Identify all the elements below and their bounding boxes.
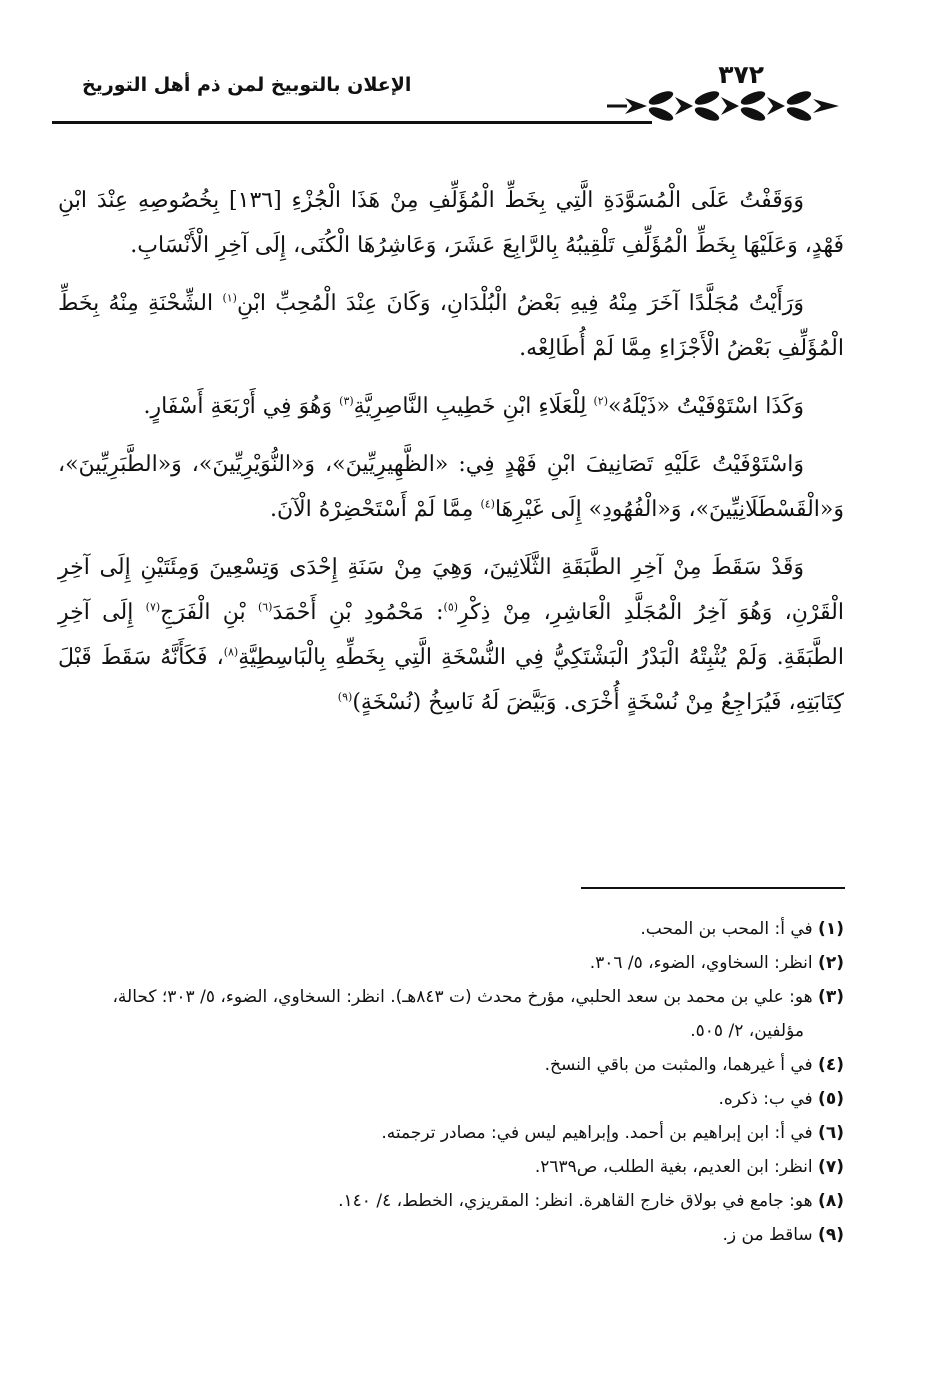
main-text xyxy=(58,178,844,725)
footnote-ref: (٥) xyxy=(443,600,459,614)
paragraph-1: وَوَقَفْتُ عَلَى الْمُسَوَّدَةِ الَّتِي بِخَطِّ الْمُؤَلِّفِ مِنْ هَذَا الْجُزْءِ [١٣٦] بِخُصُوصِهِ عِنْدَ ابْنِ فَهْدٍ، وَعَلَيْهَا بِخَطِّ الْمُؤَلِّفِ تَلْقِيبُهُ بِالرَّابِعَ عَشَرَ، وَعَاشِرُهَا الْكُنَى، إِلَى آخِرِ الْأَنْسَابِ. xyxy=(58,188,844,258)
footnote-ref: (٤) xyxy=(480,497,495,511)
paragraph-3: وَكَذَا اسْتَوْفَيْتُ «ذَيْلَهُ»$^{(٢)}$ لِلْعَلَاءِ ابْنِ خَطِيبِ النَّاصِرِيَّةِ$^{(٣)}$ وَهُوَ فِي أَرْبَعَةِ أَسْفَارٍ. xyxy=(143,394,804,419)
footnote-7: (٧) انظر: ابن العديم، بغية الطلب، ص٢٦٣٩. xyxy=(534,1157,844,1177)
footnote-ref: (٢) xyxy=(593,394,609,408)
page-number: ٣٧٢ xyxy=(718,60,764,89)
floral-ornament-icon xyxy=(607,86,842,126)
footnote-ref: (٩) xyxy=(337,690,353,704)
footnote-ref: (١) xyxy=(222,291,237,305)
paragraph-2: وَرَأَيْتُ مُجَلَّدًا آخَرَ مِنْهُ فِيهِ بَعْضُ الْبُلْدَانِ، وَكَانَ عِنْدَ الْمُحِبِّ ابْنِ$^{(١)}$ الشِّحْنَةِ مِنْهُ بِخَطِّ الْمُؤَلِّفِ بَعْضُ الْأَجْزَاءِ مِمَّا لَمْ أُطَالِعْه. xyxy=(58,291,844,361)
footnote-5: (٥) في ب: ذكره. xyxy=(718,1089,844,1109)
footnote-3: (٣) هو: علي بن محمد بن سعد الحلبي، مؤرخ محدث (ت ٨٤٣هـ). انظر: السخاوي، الضوء، ٥/ ٣٠٣؛ كحالة، مؤلفين، ٢/ ٥٠٥. xyxy=(112,987,844,1041)
header-rule xyxy=(52,121,652,124)
footnote-1: (١) في أ: المحب بن المحب. xyxy=(640,919,844,939)
page-header xyxy=(52,60,842,130)
footnote-8: (٨) هو: جامع في بولاق خارج القاهرة. انظر: المقريزي، الخطط، ٤/ ١٤٠. xyxy=(338,1191,844,1211)
footnote-4: (٤) في أ غيرهما، والمثبت من باقي النسخ. xyxy=(544,1055,844,1075)
footnotes xyxy=(58,912,844,1252)
paragraph-4: وَاسْتَوْفَيْتُ عَلَيْهِ تَصَانِيفَ ابْنِ فَهْدٍ فِي: «الظَّهِيرِيِّينَ»، وَ«النُّوَيْرِيِّينَ»، وَ«الطَّبَرِيِّينَ»، وَ«الْقَسْطَلَانِيِّينَ»، وَ«الْفُهُودِ» إِلَى غَيْرِهَا$^{(٤)}$ مِمَّا لَمْ أَسْتَحْضِرْهُ الْآنَ. xyxy=(58,452,844,522)
paragraph-5: وَقَدْ سَقَطَ مِنْ آخِرِ الطَّبَقَةِ الثَّلَاثِينَ، وَهِيَ مِنْ سَنَةِ إِحْدَى وَتِسْعِينَ وَمِئَتَيْنِ إِلَى آخِرِ الْقَرْنِ، وَهُوَ آخِرُ الْمُجَلَّدِ الْعَاشِرِ، مِنْ ذِكْرِ$^{(٥)}$: مَحْمُودِ بْنِ أَحْمَدَ$^{(٦)}$ بْنِ الْفَرَجِ$^{(٧)}$ إِلَى آخِرِ الطَّبَقَةِ. وَلَمْ يُثْبِتْهُ الْبَدْرُ الْبَشْتَكِيُّ فِي النُّسْخَةِ الَّتِي بِخَطِّهِ بِالْبَاسِطِيَّةِ$^{(٨)}$، فَكَأَنَّهُ سَقَطَ قَبْلَ كِتَابَتِهِ، فَيُرَاجِعُ مِنْ نُسْخَةٍ أُخْرَى. وَبَيَّضَ لَهُ نَاسِخُ (نُسْخَةٍ)$^{(٩)}$ xyxy=(58,555,844,715)
running-title: الإعلان بالتوبيخ لمن ذم أهل التوريخ xyxy=(82,74,412,96)
footnote-ref: (٨) xyxy=(223,645,239,659)
footnote-6: (٦) في أ: ابن إبراهيم بن أحمد. وإبراهيم ليس في: مصادر ترجمته. xyxy=(381,1123,844,1143)
footnote-2: (٢) انظر: السخاوي، الضوء، ٥/ ٣٠٦. xyxy=(589,953,844,973)
footnote-ref: (٣) xyxy=(339,394,354,408)
footnote-ref: (٦) xyxy=(257,600,273,614)
footnote-9: (٩) ساقط من ز. xyxy=(722,1225,844,1245)
footnote-ref: (٧) xyxy=(145,600,161,614)
footnote-separator xyxy=(581,887,845,889)
